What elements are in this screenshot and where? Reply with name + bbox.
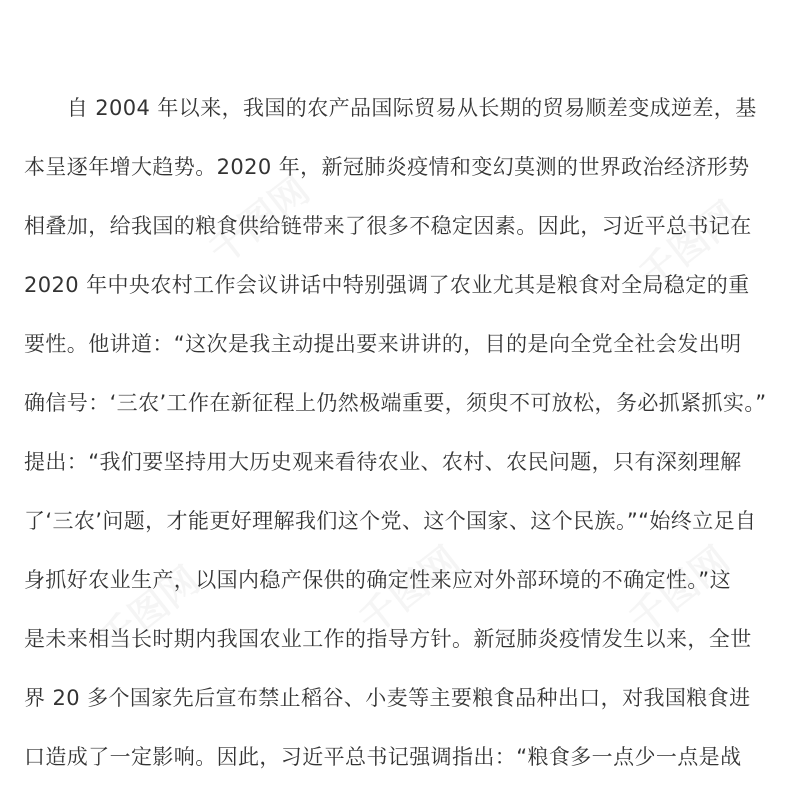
paragraph-line-4: 2020 年中央农村工作会议讲话中特别强调了农业尤其是粮食对全局稳定的重 (24, 273, 750, 297)
paragraph-line-11: 界 20 多个国家先后宣布禁止稻谷、小麦等主要粮食品种出口，对我国粮食进 (24, 686, 751, 710)
paragraph-line-2: 本呈逐年增大趋势。2020 年，新冠肺炎疫情和变幻莫测的世界政治经济形势 (24, 155, 750, 179)
paragraph-line-1: 自 2004 年以来，我国的农产品国际贸易从长期的贸易顺差变成逆差，基 (24, 96, 757, 120)
paragraph-line-3: 相叠加，给我国的粮食供给链带来了很多不稳定因素。因此，习近平总书记在 (24, 214, 752, 238)
paragraph-line-10: 是未来相当长时期内我国农业工作的指导方针。新冠肺炎疫情发生以来，全世 (24, 627, 752, 651)
paragraph-line-12: 口造成了一定影响。因此，习近平总书记强调指出：“粮食多一点少一点是战 (24, 745, 742, 769)
paragraph-line-7: 提出：“我们要坚持用大历史观来看待农业、农村、农民问题，只有深刻理解 (24, 450, 742, 474)
paragraph-line-9: 身抓好农业生产，以国内稳产保供的确定性来应对外部环境的不确定性。”这 (24, 568, 731, 592)
paragraph-line-8: 了‘三农’问题，才能更好理解我们这个党、这个国家、这个民族。”“始终立足自 (24, 509, 757, 533)
paragraph-line-5: 要性。他讲道：“这次是我主动提出要来讲讲的，目的是向全党全社会发出明 (24, 332, 742, 356)
paragraph-line-6: 确信号：‘三农’工作在新征程上仍然极端重要，须臾不可放松，务必抓紧抓实。” (24, 391, 767, 415)
